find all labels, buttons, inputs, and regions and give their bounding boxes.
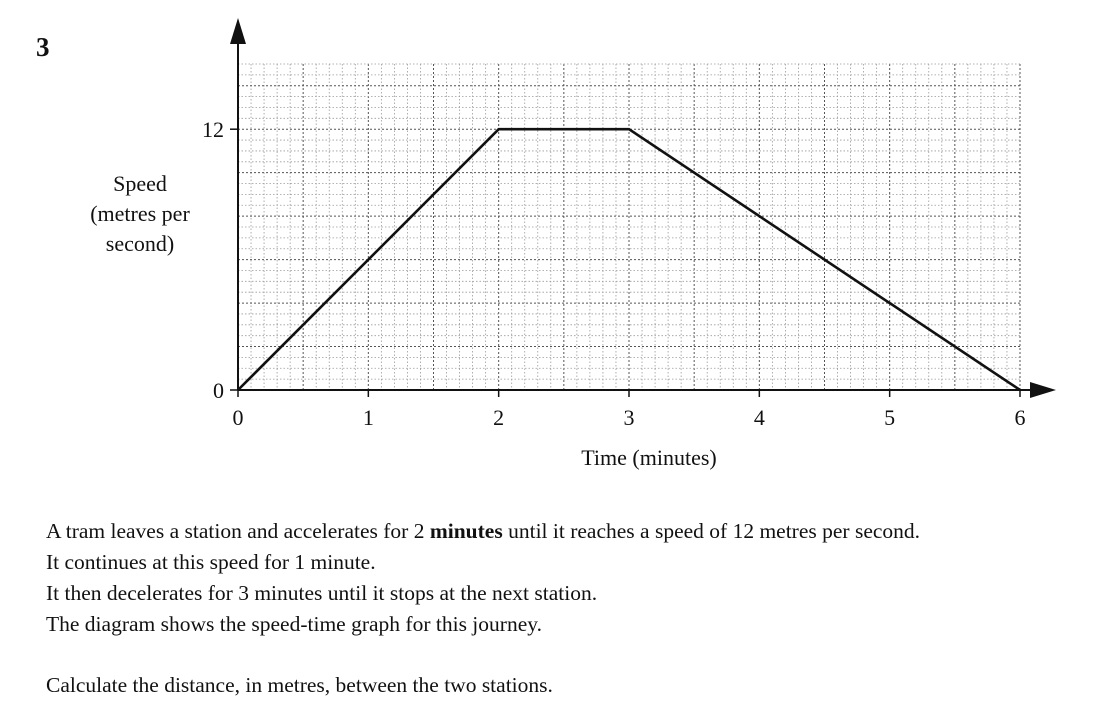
x-tick-label: 3 — [623, 405, 635, 430]
y-axis-label-line: (metres per — [90, 201, 190, 226]
description-line-1 — [46, 516, 1096, 547]
x-tick-label: 5 — [884, 405, 896, 430]
description-line-3: It then decelerates for 3 minutes until it stops at the next station. — [46, 581, 598, 605]
question-prompt: Calculate the distance, in metres, between the two stations. — [46, 673, 553, 697]
description-line-2: It continues at this speed for 1 minute. — [46, 550, 376, 574]
description-bold-word: minutes — [429, 519, 503, 543]
question-number: 3 — [36, 32, 50, 62]
description-line-1-end: until it reaches a speed of 12 metres per second. — [502, 519, 921, 543]
labels-layer — [90, 117, 1025, 470]
y-axis-label-line: second) — [105, 231, 175, 256]
x-axis-label: Time (minutes) — [581, 445, 717, 470]
grid — [238, 64, 1020, 390]
y-axis-arrow — [230, 18, 246, 44]
question-text — [46, 516, 1096, 701]
x-tick-label: 0 — [232, 405, 244, 430]
x-axis-arrow — [1030, 382, 1056, 398]
y-tick-label: 0 — [213, 378, 224, 403]
x-tick-label: 1 — [362, 405, 374, 430]
x-tick-label: 4 — [753, 405, 765, 430]
x-tick-label: 6 — [1014, 405, 1026, 430]
x-tick-label: 2 — [493, 405, 505, 430]
description-line-4: The diagram shows the speed-time graph for this journey. — [46, 612, 542, 636]
y-tick-label: 12 — [202, 117, 224, 143]
description-line-1-start: A tram leaves a station and accelerates for 2 — [46, 519, 430, 543]
y-axis-label-line: Speed — [113, 171, 167, 196]
